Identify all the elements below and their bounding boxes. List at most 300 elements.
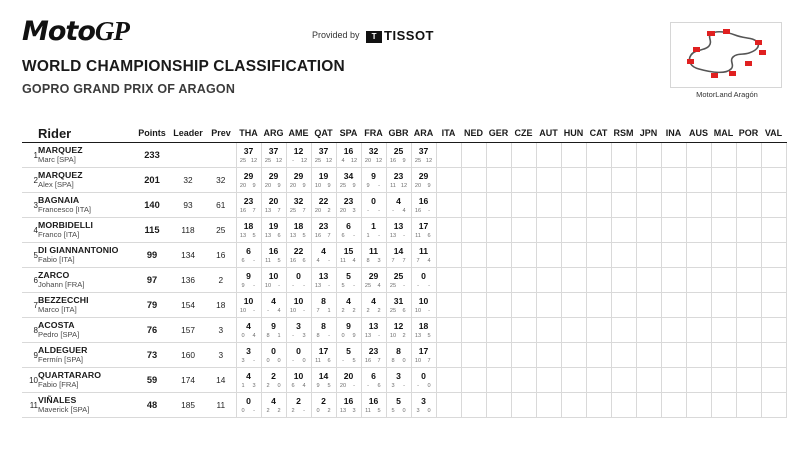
race-split-value: 8 (266, 332, 270, 339)
tissot-mark: T (366, 31, 382, 43)
motogp-logo (22, 16, 129, 47)
race-total-points: 29 (418, 170, 429, 181)
race-total-points: 32 (293, 195, 304, 206)
race-result-cell (711, 243, 736, 268)
race-split-points (387, 181, 411, 191)
race-split-value: 2 (266, 407, 270, 414)
race-result-cell (536, 143, 561, 168)
race-result-cell (511, 243, 536, 268)
race-result-cell (236, 368, 261, 393)
race-split-value: 12 (375, 157, 383, 164)
race-split-points (337, 206, 361, 216)
race-split-points (287, 156, 311, 166)
race-split-value: 11 (340, 257, 346, 264)
row-rider (38, 368, 134, 393)
race-result-cell (336, 218, 361, 243)
race-result-cell (511, 343, 536, 368)
race-split-value: - (292, 157, 294, 164)
table-row[interactable] (22, 293, 786, 318)
race-result-cell (286, 268, 311, 293)
race-split-points (237, 231, 261, 241)
race-split-value: 0 (266, 357, 270, 364)
race-split-value: 4 (302, 382, 306, 389)
race-total-points: 4 (246, 320, 251, 331)
race-split-points (287, 331, 311, 341)
race-split-value: 12 (275, 157, 283, 164)
table-row[interactable] (22, 343, 786, 368)
race-total-points: 4 (246, 370, 251, 381)
race-split-value: 2 (327, 407, 331, 414)
row-position: 5 (22, 243, 38, 268)
race-split-value: - (253, 307, 255, 314)
race-result-cell (586, 318, 611, 343)
race-split-value: 0 (427, 407, 431, 414)
race-result-cell (236, 343, 261, 368)
table-row[interactable] (22, 168, 786, 193)
race-result-cell (511, 318, 536, 343)
race-split-value: - (403, 232, 405, 239)
race-split-value: 2 (291, 407, 295, 414)
race-result-cell (461, 318, 486, 343)
race-split-points (387, 206, 411, 216)
race-split-points (262, 381, 286, 391)
race-split-value: 0 (341, 332, 345, 339)
race-split-points (287, 356, 311, 366)
race-split-value: 3 (352, 407, 356, 414)
race-result-cell (311, 243, 336, 268)
race-split-value: 6 (377, 382, 381, 389)
race-result-cell (536, 193, 561, 218)
race-result-cell (661, 368, 686, 393)
rider-firstname: Maverick [SPA] (38, 404, 90, 414)
race-result-cell (661, 343, 686, 368)
race-split-value: 13 (314, 282, 322, 289)
race-split-value: 3 (416, 407, 420, 414)
race-split-points (412, 256, 436, 266)
race-result-cell (736, 368, 761, 393)
race-result-cell (736, 318, 761, 343)
rider-surname: MARQUEZ (38, 169, 83, 180)
race-split-points (337, 306, 361, 316)
race-total-points: 29 (243, 170, 254, 181)
race-split-points (312, 206, 336, 216)
race-split-points (287, 231, 311, 241)
rider-surname: QUARTARARO (38, 369, 102, 380)
race-result-cell (361, 143, 386, 168)
race-split-points (337, 231, 361, 241)
race-split-value: 2 (327, 207, 331, 214)
race-result-cell (336, 293, 361, 318)
race-split-points (262, 156, 286, 166)
race-split-value: 13 (414, 332, 422, 339)
race-split-value: 4 (252, 332, 256, 339)
race-split-points (387, 356, 411, 366)
race-split-value: 8 (366, 257, 370, 264)
race-split-value: 5 (352, 357, 356, 364)
race-split-points (362, 331, 386, 341)
row-rider (38, 293, 134, 318)
rider-firstname: Fabio [FRA] (38, 379, 79, 389)
tissot-logo (366, 28, 434, 43)
race-result-cell (586, 368, 611, 393)
race-result-cell (286, 343, 311, 368)
race-result-cell (286, 318, 311, 343)
row-rider (38, 168, 134, 193)
row-position: 6 (22, 268, 38, 293)
race-split-value: 16 (389, 157, 397, 164)
race-total-points: 31 (393, 295, 404, 306)
race-result-cell (436, 393, 461, 418)
row-points: 79 (134, 293, 170, 318)
race-split-points (337, 331, 361, 341)
table-row[interactable] (22, 218, 786, 243)
race-total-points: 0 (421, 270, 426, 281)
race-result-cell (311, 218, 336, 243)
race-result-cell (361, 243, 386, 268)
race-split-value: 9 (277, 182, 281, 189)
race-result-cell (636, 268, 661, 293)
race-result-cell (336, 343, 361, 368)
table-row[interactable] (22, 368, 786, 393)
race-result-cell (411, 168, 436, 193)
race-split-points (387, 156, 411, 166)
race-split-value: 6 (277, 232, 281, 239)
race-total-points: 13 (368, 320, 379, 331)
circuit-name-text: MotorLand Aragón (696, 90, 758, 99)
race-result-cell (486, 343, 511, 368)
race-split-value: 7 (252, 207, 256, 214)
race-result-cell (486, 168, 511, 193)
race-result-cell (386, 168, 411, 193)
race-split-value: - (253, 257, 255, 264)
race-total-points: 17 (318, 345, 329, 356)
race-split-points (312, 406, 336, 416)
race-total-points: 37 (318, 145, 329, 156)
race-split-value: 6 (241, 257, 245, 264)
race-total-points: 37 (418, 145, 429, 156)
race-total-points: 4 (321, 245, 326, 256)
race-split-value: 8 (391, 357, 395, 364)
race-total-points: 0 (421, 370, 426, 381)
race-total-points: 8 (321, 320, 326, 331)
race-split-value: 0 (277, 357, 281, 364)
row-position: 10 (22, 368, 38, 393)
race-result-cell (361, 193, 386, 218)
race-result-cell (636, 193, 661, 218)
circuit-name (672, 90, 782, 99)
logo-moto-text: Moto (22, 16, 95, 47)
race-total-points: 8 (396, 345, 401, 356)
column-header-race-mal: MAL (711, 124, 736, 143)
race-split-value: 3 (241, 357, 245, 364)
race-split-value: 9 (302, 182, 306, 189)
race-result-cell (636, 318, 661, 343)
race-result-cell (536, 268, 561, 293)
race-result-cell (586, 143, 611, 168)
race-result-cell (486, 218, 511, 243)
race-split-value: 10 (239, 307, 247, 314)
table-row[interactable] (22, 268, 786, 293)
race-result-cell (511, 393, 536, 418)
row-points: 48 (134, 393, 170, 418)
race-result-cell (711, 318, 736, 343)
row-rider (38, 318, 134, 343)
row-rider (38, 243, 134, 268)
row-leader-gap: 154 (170, 293, 206, 318)
row-position: 9 (22, 343, 38, 368)
race-split-value: 25 (339, 182, 347, 189)
race-total-points: 5 (346, 345, 351, 356)
column-header-race-ara: ARA (411, 124, 436, 143)
column-header-race-ned: NED (461, 124, 486, 143)
race-result-cell (411, 143, 436, 168)
row-points: 73 (134, 343, 170, 368)
race-result-cell (586, 168, 611, 193)
race-total-points: 25 (393, 270, 404, 281)
race-total-points: 32 (368, 145, 379, 156)
race-result-cell (311, 343, 336, 368)
race-split-value: 2 (352, 307, 356, 314)
race-total-points: 14 (318, 370, 329, 381)
race-split-points (412, 231, 436, 241)
race-split-value: 9 (427, 182, 431, 189)
race-split-value: - (353, 232, 355, 239)
table-row[interactable] (22, 143, 786, 168)
race-result-cell (461, 268, 486, 293)
race-split-points (262, 181, 286, 191)
race-split-points (412, 381, 436, 391)
race-result-cell (411, 318, 436, 343)
race-split-value: - (328, 282, 330, 289)
race-total-points: 25 (393, 145, 404, 156)
race-result-cell (561, 368, 586, 393)
race-result-cell (311, 318, 336, 343)
race-result-cell (561, 318, 586, 343)
race-result-cell (461, 293, 486, 318)
race-split-value: 12 (400, 182, 408, 189)
race-total-points: 16 (418, 195, 429, 206)
race-total-points: 23 (393, 170, 404, 181)
race-split-value: 7 (302, 207, 306, 214)
race-result-cell (336, 168, 361, 193)
race-split-value: 7 (377, 357, 381, 364)
race-result-cell (761, 343, 786, 368)
race-result-cell (686, 193, 711, 218)
row-leader-gap: 134 (170, 243, 206, 268)
race-result-cell (286, 218, 311, 243)
provided-by (312, 28, 434, 43)
race-result-cell (536, 318, 561, 343)
race-result-cell (761, 368, 786, 393)
row-position: 11 (22, 393, 38, 418)
race-split-points (262, 356, 286, 366)
race-result-cell (711, 268, 736, 293)
race-split-points (237, 156, 261, 166)
race-split-value: 16 (239, 207, 247, 214)
race-result-cell (286, 193, 311, 218)
row-position: 7 (22, 293, 38, 318)
row-position: 2 (22, 168, 38, 193)
circuit-map (670, 22, 782, 88)
race-total-points: 37 (268, 145, 279, 156)
race-total-points: 10 (418, 295, 429, 306)
race-split-points (237, 281, 261, 291)
race-split-value: 4 (427, 257, 431, 264)
logo-gp-text: GP (94, 16, 129, 46)
race-split-points (337, 356, 361, 366)
race-result-cell (711, 193, 736, 218)
race-split-value: 0 (241, 407, 245, 414)
column-header-race-qat: QAT (311, 124, 336, 143)
race-result-cell (386, 293, 411, 318)
race-split-value: 13 (264, 207, 272, 214)
race-total-points: 16 (368, 395, 379, 406)
row-position: 3 (22, 193, 38, 218)
race-split-value: 0 (402, 407, 406, 414)
rider-surname: MARQUEZ (38, 144, 83, 155)
column-header-race-hun: HUN (561, 124, 586, 143)
race-result-cell (261, 143, 286, 168)
race-result-cell (561, 243, 586, 268)
race-result-cell (511, 268, 536, 293)
race-result-cell (361, 168, 386, 193)
race-result-cell (561, 393, 586, 418)
rider-firstname: Fabio [ITA] (38, 254, 75, 264)
race-result-cell (436, 168, 461, 193)
race-split-value: 9 (352, 182, 356, 189)
race-total-points: 18 (243, 220, 254, 231)
race-split-value: 12 (300, 157, 308, 164)
race-total-points: 3 (296, 320, 301, 331)
column-header-race-jpn: JPN (636, 124, 661, 143)
race-split-points (262, 256, 286, 266)
race-split-value: 9 (366, 182, 370, 189)
race-result-cell (761, 218, 786, 243)
race-total-points: 34 (343, 170, 354, 181)
race-result-cell (586, 268, 611, 293)
race-result-cell (636, 293, 661, 318)
race-split-points (362, 281, 386, 291)
race-total-points: 11 (368, 245, 379, 256)
race-split-points (362, 406, 386, 416)
race-result-cell (411, 368, 436, 393)
row-prev-gap: 18 (206, 293, 236, 318)
race-split-value: 2 (377, 307, 381, 314)
race-result-cell (736, 143, 761, 168)
race-total-points: 22 (318, 195, 329, 206)
race-total-points: 4 (346, 295, 351, 306)
race-result-cell (736, 218, 761, 243)
race-result-cell (586, 293, 611, 318)
race-result-cell (461, 243, 486, 268)
rider-firstname: Francesco [ITA] (38, 204, 92, 214)
row-leader-gap: 32 (170, 168, 206, 193)
race-total-points: 14 (393, 245, 404, 256)
race-result-cell (686, 218, 711, 243)
race-split-value: 4 (277, 307, 281, 314)
race-split-points (412, 331, 436, 341)
race-split-value: 20 (339, 382, 347, 389)
row-leader-gap: 157 (170, 318, 206, 343)
race-split-points (312, 306, 336, 316)
race-result-cell (761, 243, 786, 268)
race-split-value: 25 (364, 282, 372, 289)
race-total-points: 8 (321, 295, 326, 306)
table-row[interactable] (22, 193, 786, 218)
race-split-value: 6 (427, 232, 431, 239)
race-result-cell (411, 218, 436, 243)
column-header-race-tha: THA (236, 124, 261, 143)
race-split-value: 13 (264, 232, 272, 239)
race-split-value: 4 (352, 257, 356, 264)
race-total-points: 23 (243, 195, 254, 206)
column-header-race-gbr: GBR (386, 124, 411, 143)
row-rider (38, 193, 134, 218)
column-header-race-val: VAL (761, 124, 786, 143)
race-result-cell (586, 193, 611, 218)
race-total-points: 0 (246, 395, 251, 406)
race-result-cell (436, 193, 461, 218)
race-result-cell (411, 293, 436, 318)
column-header-race-ame: AME (286, 124, 311, 143)
race-split-value: 9 (241, 282, 245, 289)
race-split-value: - (253, 407, 255, 414)
race-total-points: 12 (393, 320, 404, 331)
race-total-points: 19 (268, 220, 279, 231)
race-split-value: 2 (341, 307, 345, 314)
race-result-cell (436, 343, 461, 368)
race-split-points (312, 231, 336, 241)
race-split-value: 6 (302, 257, 306, 264)
column-header-race-aut: AUT (536, 124, 561, 143)
race-result-cell (386, 268, 411, 293)
race-split-value: 4 (341, 157, 345, 164)
row-leader-gap: 160 (170, 343, 206, 368)
race-split-value: 25 (289, 207, 297, 214)
race-result-cell (486, 318, 511, 343)
race-result-cell (611, 293, 636, 318)
race-split-points (412, 356, 436, 366)
race-split-value: 20 (314, 207, 322, 214)
race-result-cell (436, 143, 461, 168)
rider-surname: MORBIDELLI (38, 219, 94, 230)
race-result-cell (661, 218, 686, 243)
race-split-points (362, 206, 386, 216)
race-result-cell (486, 293, 511, 318)
race-result-cell (361, 268, 386, 293)
row-position: 1 (22, 143, 38, 168)
race-result-cell (511, 368, 536, 393)
table-row[interactable] (22, 393, 786, 418)
race-split-points (337, 256, 361, 266)
race-result-cell (386, 143, 411, 168)
race-result-cell (311, 393, 336, 418)
race-result-cell (561, 143, 586, 168)
column-header-race-rsm: RSM (611, 124, 636, 143)
race-split-points (387, 406, 411, 416)
table-row[interactable] (22, 243, 786, 268)
race-split-points (337, 181, 361, 191)
column-header-race-ger: GER (486, 124, 511, 143)
race-result-cell (636, 143, 661, 168)
race-result-cell (686, 293, 711, 318)
page-subtitle: GOPRO GRAND PRIX OF ARAGON (22, 82, 236, 96)
race-split-points (262, 331, 286, 341)
race-result-cell (636, 343, 661, 368)
table-row[interactable] (22, 318, 786, 343)
race-split-value: 4 (316, 257, 320, 264)
race-result-cell (286, 293, 311, 318)
